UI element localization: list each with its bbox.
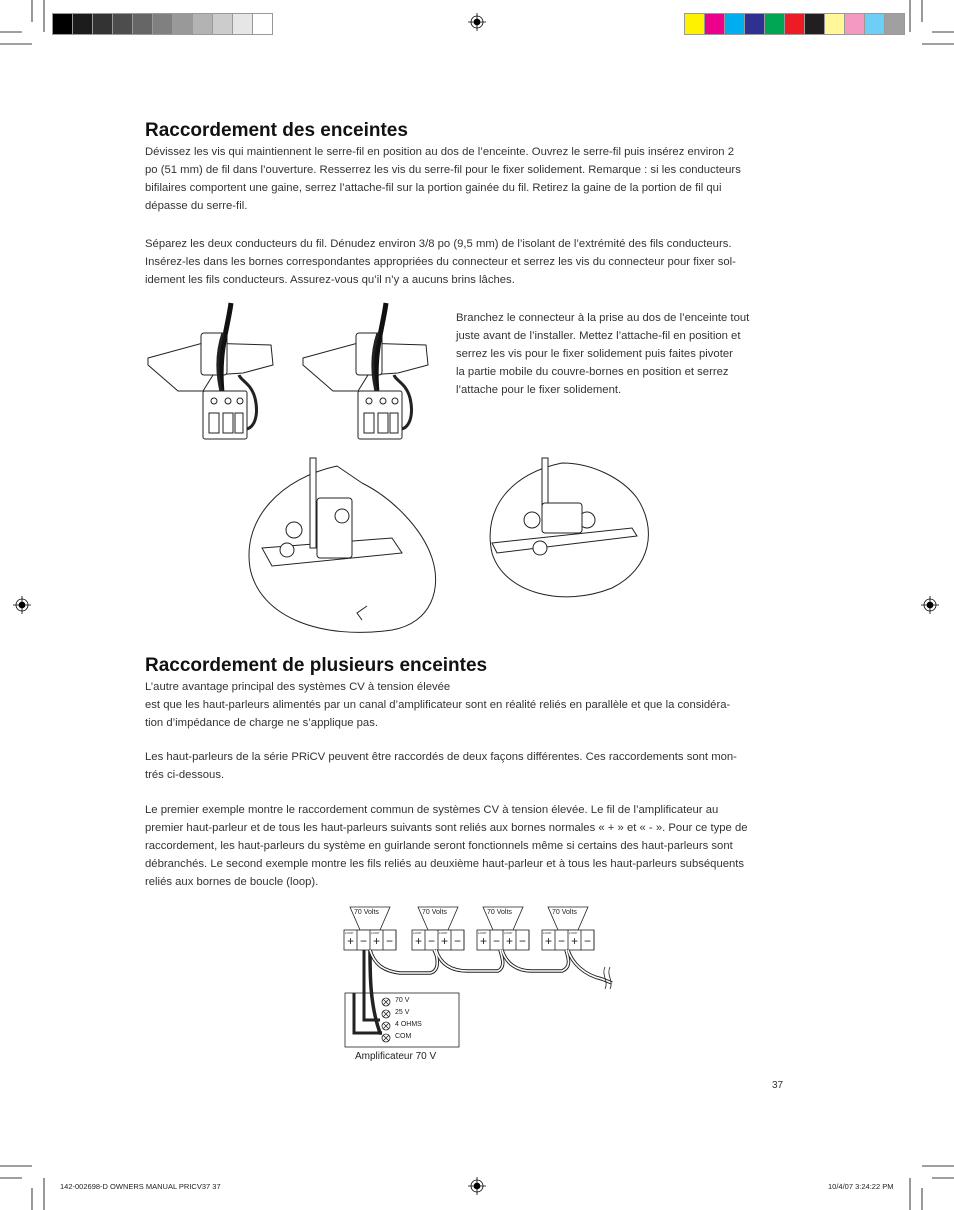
registration-mark-left xyxy=(13,596,31,614)
terminal-tag: LOOP xyxy=(371,931,380,935)
terminal-polarity: + xyxy=(441,934,449,948)
section-title-speaker-connection: Raccordement des enceintes xyxy=(145,120,408,141)
terminal-cover-illustration xyxy=(242,458,662,638)
text-line: dépasse du serre-fil. xyxy=(145,200,248,212)
paragraph-plug-connector xyxy=(456,309,786,399)
terminal-polarity: + xyxy=(373,934,381,948)
terminal-polarity: + xyxy=(347,934,355,948)
text-line: Les haut-parleurs de la série PRiCV peuvent être raccordés de deux façons différentes. Ces raccordements sont mon- xyxy=(145,751,737,763)
terminal-tag: LOOP xyxy=(413,931,422,935)
text-line: Dévissez les vis qui maintiennent le serre-fil en position au dos de l’enceinte. Ouvrez le serre-fil puis insérez environ 2 xyxy=(145,146,734,158)
terminal-polarity: − xyxy=(584,934,592,948)
paragraph-parallel-advantage xyxy=(145,678,785,732)
amp-tap-4ohms: 4 OHMS xyxy=(395,1021,422,1028)
paragraph-daisy-chain xyxy=(145,801,785,891)
terminal-tag: LOOP xyxy=(439,931,448,935)
text-line: Insérez-les dans les bornes correspondantes appropriées du connecteur et serrez les vis du connecteur pour fixer sol- xyxy=(145,256,736,268)
text-line: premier haut-parleur et de tous les haut-parleurs suivants sont reliés aux bornes normales « + » et « - ». Pour ce type de xyxy=(145,822,748,834)
registration-mark-right xyxy=(921,596,939,614)
text-line: Séparez les deux conducteurs du fil. Dénudez environ 3/8 po (9,5 mm) de l’isolant de l’extrémité des fils conducteurs. xyxy=(145,238,732,250)
paragraph-strip-wires xyxy=(145,235,785,289)
text-line: raccordement, les haut-parleurs du système en guirlande seront fonctionnels même si certains des haut-parleurs sont xyxy=(145,840,733,852)
text-line: Le premier exemple montre le raccordement commun de systèmes CV à tension élevée. Le fil de l’amplificateur au xyxy=(145,804,719,816)
terminal-tag: LOOP xyxy=(478,931,487,935)
amp-tap-com: COM xyxy=(395,1033,412,1040)
terminal-tag: LOOP xyxy=(543,931,552,935)
text-line: serrez les vis pour le fixer solidement puis faites pivoter xyxy=(456,348,733,360)
text-line: est que les haut-parleurs alimentés par un canal d’amplificateur sont en réalité reliés en parallèle et que la considéra- xyxy=(145,699,731,711)
text-line: L’autre avantage principal des systèmes CV à tension élevée xyxy=(145,681,451,693)
speaker-voltage-label: 70 Volts xyxy=(422,909,447,916)
terminal-tag: LOOP xyxy=(504,931,513,935)
terminal-polarity: − xyxy=(558,934,566,948)
footer-job-info: 142-002698-D OWNERS MANUAL PRICV37 37 xyxy=(60,1182,221,1191)
amplifier-caption: Amplificateur 70 V xyxy=(355,1051,437,1062)
terminal-polarity: − xyxy=(360,934,368,948)
text-line: la partie mobile du couvre-bornes en position et serrez xyxy=(456,366,729,378)
text-line: débranchés. Le second exemple montre les fils reliés au deuxième haut-parleur et à tous les haut-parleurs subséquents xyxy=(145,858,745,870)
terminal-polarity: + xyxy=(506,934,514,948)
terminal-polarity: − xyxy=(519,934,527,948)
text-line: tion d’impédance de charge ne s’applique pas. xyxy=(145,717,379,729)
text-line: po (51 mm) de fil dans l’ouverture. Resserrez les vis du serre-fil pour le fixer solidement. Remarque : si les conducteurs xyxy=(145,164,741,176)
terminal-polarity: − xyxy=(428,934,436,948)
terminal-polarity: + xyxy=(415,934,423,948)
text-line: reliés aux bornes de boucle (loop). xyxy=(145,876,319,888)
terminal-polarity: + xyxy=(571,934,579,948)
speaker-voltage-label: 70 Volts xyxy=(552,909,577,916)
text-line: idement les fils conducteurs. Assurez-vous qu’il n’y a aucuns brins lâches. xyxy=(145,274,515,286)
terminal-polarity: − xyxy=(386,934,394,948)
section-title-multiple-speakers: Raccordement de plusieurs enceintes xyxy=(145,655,488,676)
registration-mark-top xyxy=(468,13,486,31)
paragraph-wire-clamp xyxy=(145,143,785,215)
terminal-tag: LOOP xyxy=(569,931,578,935)
speaker-voltage-label: 70 Volts xyxy=(354,909,379,916)
text-line: Branchez le connecteur à la prise au dos de l’enceinte tout xyxy=(456,312,750,324)
footer-timestamp: 10/4/07 3:24:22 PM xyxy=(828,1182,894,1191)
terminal-polarity: + xyxy=(545,934,553,948)
terminal-polarity: − xyxy=(454,934,462,948)
text-line: l’attache pour le fixer solidement. xyxy=(456,384,622,396)
registration-mark-bottom xyxy=(468,1177,486,1195)
text-line: bifilaires comportent une gaine, serrez l’attache-fil sur la portion gainée du fil. Retirez la gaine de la portion de fil qui xyxy=(145,182,722,194)
terminal-tag: LOOP xyxy=(345,931,354,935)
text-line: trés ci-dessous. xyxy=(145,769,225,781)
connector-illustration xyxy=(143,303,443,443)
text-line: juste avant de l’installer. Mettez l’attache-fil en position et xyxy=(456,330,741,342)
terminal-polarity: − xyxy=(493,934,501,948)
page-number: 37 xyxy=(772,1080,784,1091)
amp-tap-70v: 70 V xyxy=(395,997,410,1004)
wiring-diagram xyxy=(340,905,630,1065)
speaker-voltage-label: 70 Volts xyxy=(487,909,512,916)
paragraph-two-ways xyxy=(145,748,785,784)
amp-tap-25v: 25 V xyxy=(395,1009,410,1016)
terminal-polarity: + xyxy=(480,934,488,948)
